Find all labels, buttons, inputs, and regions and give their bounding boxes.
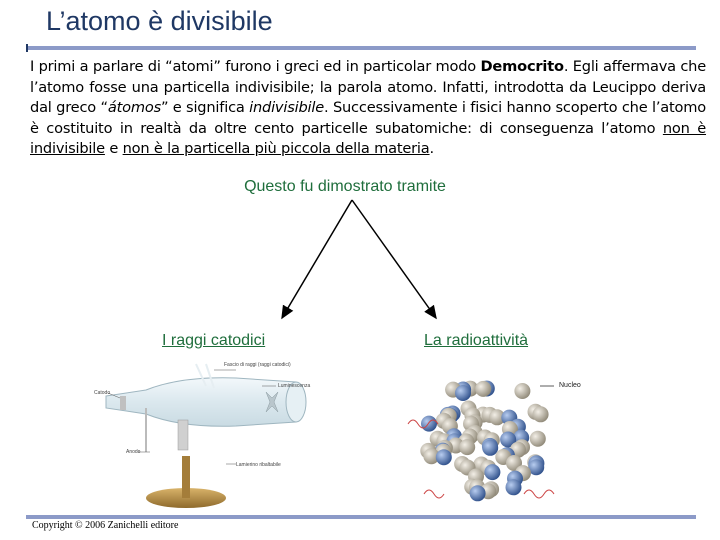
label-luminescence: Luminescenza — [278, 383, 311, 389]
emphasis-not-smallest: non è la particella più piccola della materia — [122, 140, 430, 157]
label-screen: Lamierino ribaltabile — [236, 462, 281, 468]
body-text-segment: . Successivamente i fisici hanno scoperto che l’atomo è costituito in realtà da oltre cento particelle subatomiche: di conseguenza l’atomo — [30, 99, 706, 137]
proton-sphere — [475, 381, 491, 397]
arrow-left — [282, 200, 352, 318]
neutron-sphere — [470, 485, 486, 501]
nucleus-illustration — [404, 354, 604, 514]
neutron-sphere — [506, 479, 522, 495]
footer-divider — [26, 515, 696, 519]
cathode-rays-label: I raggi catodici — [162, 332, 266, 349]
arrow-right — [352, 200, 436, 318]
neutron-sphere — [484, 464, 500, 480]
body-text-segment: ” e significa — [160, 99, 250, 116]
nucleus-particles — [420, 381, 548, 502]
neutron-sphere — [421, 416, 437, 432]
body-text-segment: . — [429, 140, 434, 157]
radioactivity-label: La radioattività — [424, 332, 529, 349]
proton-sphere — [514, 383, 530, 399]
proton-sphere — [530, 431, 546, 447]
label-rays: Fascio di raggi (raggi catodici) — [224, 362, 291, 368]
slide-title: L’atomo è divisibile — [46, 6, 273, 36]
tube-stand — [182, 456, 190, 498]
cathode-tube-illustration — [86, 356, 316, 516]
proton-sphere — [533, 406, 549, 422]
democrito-name: Democrito — [480, 58, 564, 75]
diagram-heading: Questo fu dimostrato tramite — [244, 178, 446, 195]
body-text-segment: e — [104, 140, 123, 157]
electron-path — [524, 490, 554, 498]
label-nucleus: Nucleo — [559, 382, 581, 389]
body-text-segment: . Egli affermava che l’atomo fosse una particella indivisibile; la parola atomo. Infatti, introdotta da Leucippo deriva dal greco “ — [30, 58, 706, 116]
electron-path — [424, 490, 444, 498]
emphasis-not-indivisible: non è indivisibile — [30, 119, 707, 157]
body-text-segment: I primi a parlare di “atomi” furono i greci ed in particolar modo — [30, 58, 481, 75]
neutron-sphere — [482, 440, 498, 456]
neutron-sphere — [455, 385, 471, 401]
neutron-sphere — [436, 449, 452, 465]
cathode-electrode — [120, 396, 126, 410]
atomos-term: átomos — [107, 99, 161, 116]
copyright-notice: Copyright © 2006 Zanichelli editore — [32, 520, 179, 531]
indivisibile-term: indivisibile — [249, 99, 325, 116]
proton-sphere — [459, 439, 475, 455]
label-anode: Anodo — [126, 449, 141, 455]
label-cathode: Catodo — [94, 390, 111, 396]
anode-electrode — [178, 420, 188, 450]
